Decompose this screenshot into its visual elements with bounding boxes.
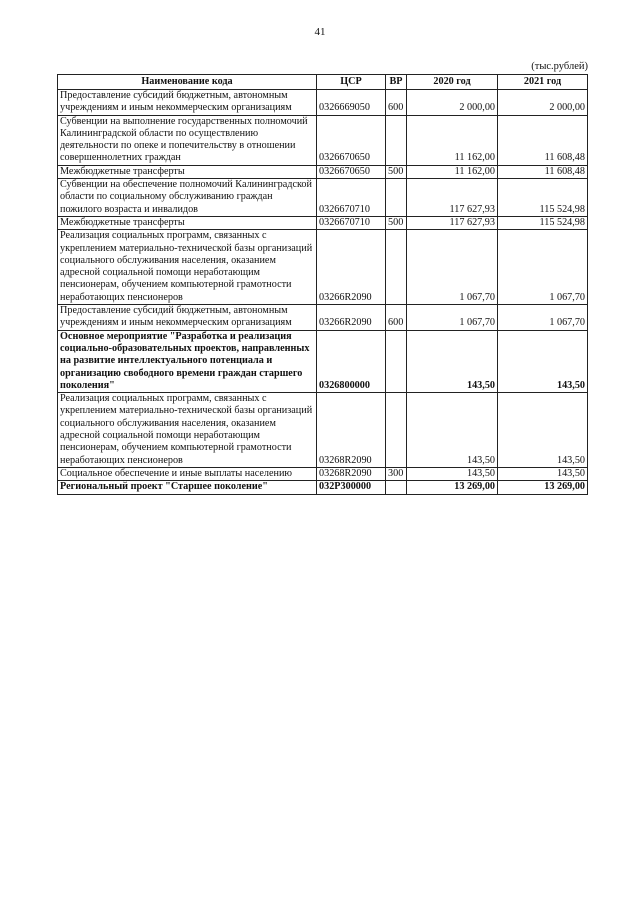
cell-2020: 13 269,00 <box>407 481 498 494</box>
cell-csr: 03266R2090 <box>317 305 386 331</box>
cell-vr <box>386 481 407 494</box>
cell-name: Реализация социальных программ, связанных с укреплением материально-технической базы организаций социального обслуживания населения, оказанием адресной социальной помощи неработающим пенсионерам, обучением компьютерной грамотности неработающих пенсионеров <box>58 230 317 305</box>
table-row <box>58 481 588 494</box>
table-row <box>58 90 588 116</box>
cell-vr: 600 <box>386 305 407 331</box>
cell-2021: 143,50 <box>498 467 588 480</box>
cell-vr: 600 <box>386 90 407 116</box>
cell-csr: 032P300000 <box>317 481 386 494</box>
header-2020: 2020 год <box>407 75 498 90</box>
table-row <box>58 393 588 468</box>
cell-vr: 500 <box>386 216 407 229</box>
table-row <box>58 179 588 217</box>
table-body <box>58 90 588 495</box>
cell-vr <box>386 330 407 392</box>
page-number: 41 <box>314 26 326 38</box>
cell-2021: 143,50 <box>498 330 588 392</box>
header-vr: ВР <box>386 75 407 90</box>
table-row <box>58 467 588 480</box>
cell-name: Социальное обеспечение и иные выплаты населению <box>58 467 317 480</box>
cell-2020: 117 627,93 <box>407 179 498 217</box>
cell-csr: 03268R2090 <box>317 467 386 480</box>
cell-2020: 1 067,70 <box>407 305 498 331</box>
budget-table <box>57 74 588 495</box>
cell-2020: 117 627,93 <box>407 216 498 229</box>
cell-csr: 03266R2090 <box>317 230 386 305</box>
cell-2021: 115 524,98 <box>498 216 588 229</box>
cell-name: Межбюджетные трансферты <box>58 216 317 229</box>
table-row <box>58 165 588 178</box>
table-row <box>58 216 588 229</box>
cell-csr: 0326670650 <box>317 115 386 165</box>
cell-2020: 143,50 <box>407 393 498 468</box>
header-csr: ЦСР <box>317 75 386 90</box>
cell-name: Предоставление субсидий бюджетным, автономным учреждениям и иным некоммерческим организациям <box>58 305 317 331</box>
cell-2020: 143,50 <box>407 330 498 392</box>
cell-name: Региональный проект "Старшее поколение" <box>58 481 317 494</box>
cell-name: Предоставление субсидий бюджетным, автономным учреждениям и иным некоммерческим организациям <box>58 90 317 116</box>
units-label: (тыс.рублей) <box>531 61 588 72</box>
cell-csr: 0326800000 <box>317 330 386 392</box>
header-name: Наименование кода <box>58 75 317 90</box>
cell-csr: 0326670710 <box>317 216 386 229</box>
cell-csr: 0326670650 <box>317 165 386 178</box>
cell-vr <box>386 230 407 305</box>
cell-2021: 1 067,70 <box>498 305 588 331</box>
cell-2021: 11 608,48 <box>498 115 588 165</box>
cell-csr: 0326670710 <box>317 179 386 217</box>
cell-name: Реализация социальных программ, связанных с укреплением материально-технической базы организаций социального обслуживания населения, оказанием адресной социальной помощи неработающим пенсионерам, обучением компьютерной грамотности неработающих пенсионеров <box>58 393 317 468</box>
cell-vr: 300 <box>386 467 407 480</box>
table-row <box>58 115 588 165</box>
cell-vr: 500 <box>386 165 407 178</box>
cell-name: Субвенции на выполнение государственных полномочий Калининградской области по осуществлению деятельности по опеке и попечительству в отношении совершеннолетних граждан <box>58 115 317 165</box>
cell-2020: 11 162,00 <box>407 115 498 165</box>
cell-2021: 143,50 <box>498 393 588 468</box>
cell-2020: 2 000,00 <box>407 90 498 116</box>
table-row <box>58 305 588 331</box>
cell-name: Основное мероприятие "Разработка и реализация социально-образовательных проектов, направленных на развитие интеллектуального потенциала и организацию свободного времени граждан старшего поколения" <box>58 330 317 392</box>
cell-name: Субвенции на обеспечение полномочий Калининградской области по социальному обслуживанию граждан пожилого возраста и инвалидов <box>58 179 317 217</box>
table-row <box>58 230 588 305</box>
cell-csr: 03268R2090 <box>317 393 386 468</box>
header-2021: 2021 год <box>498 75 588 90</box>
cell-csr: 0326669050 <box>317 90 386 116</box>
table-row <box>58 330 588 392</box>
cell-2020: 143,50 <box>407 467 498 480</box>
table-header-row <box>58 75 588 90</box>
cell-2021: 1 067,70 <box>498 230 588 305</box>
cell-vr <box>386 393 407 468</box>
cell-2021: 115 524,98 <box>498 179 588 217</box>
cell-2021: 13 269,00 <box>498 481 588 494</box>
cell-2021: 2 000,00 <box>498 90 588 116</box>
cell-vr <box>386 179 407 217</box>
cell-vr <box>386 115 407 165</box>
cell-2020: 1 067,70 <box>407 230 498 305</box>
cell-name: Межбюджетные трансферты <box>58 165 317 178</box>
cell-2020: 11 162,00 <box>407 165 498 178</box>
cell-2021: 11 608,48 <box>498 165 588 178</box>
